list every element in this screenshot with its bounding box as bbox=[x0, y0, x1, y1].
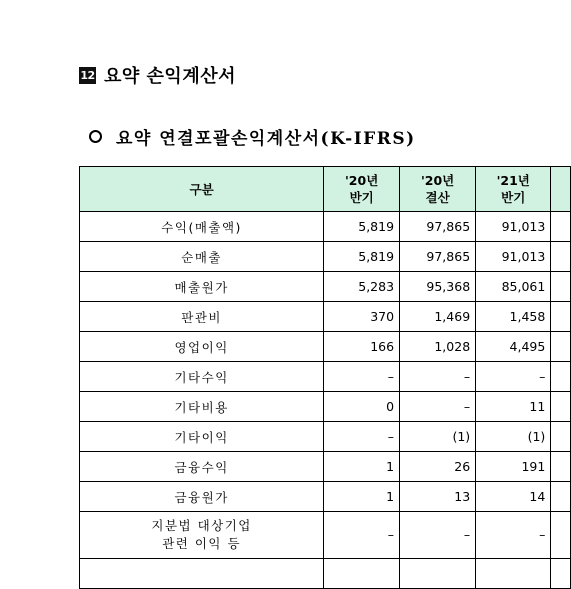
table-row bbox=[80, 302, 571, 332]
header-cutoff bbox=[551, 167, 571, 212]
row-cutoff bbox=[551, 242, 571, 272]
row-value: – bbox=[476, 362, 551, 392]
row-cutoff bbox=[551, 212, 571, 242]
row-value: – bbox=[324, 362, 400, 392]
row-cutoff bbox=[551, 332, 571, 362]
row-value: 5,283 bbox=[324, 272, 400, 302]
header-period-3: '21년 반기 bbox=[476, 167, 551, 212]
table-header-row bbox=[80, 167, 571, 212]
row-value: (1) bbox=[476, 422, 551, 452]
row-value: 85,061 bbox=[476, 272, 551, 302]
table-row bbox=[80, 452, 571, 482]
row-value: 97,865 bbox=[400, 212, 476, 242]
row-value: 91,013 bbox=[476, 212, 551, 242]
row-value: 11 bbox=[476, 392, 551, 422]
row-label: 기타이익 bbox=[80, 422, 324, 452]
table-row bbox=[80, 512, 571, 559]
row-value: 1 bbox=[324, 482, 400, 512]
circle-bullet-icon bbox=[89, 130, 102, 143]
row-cutoff bbox=[551, 272, 571, 302]
row-value: 166 bbox=[324, 332, 400, 362]
row-label: 기타수익 bbox=[80, 362, 324, 392]
row-value: 4,495 bbox=[476, 332, 551, 362]
section-title: 요약 손익계산서 bbox=[104, 66, 236, 87]
row-value: 26 bbox=[400, 452, 476, 482]
subsection-title: 요약 연결포괄손익계산서(K-IFRS) bbox=[116, 129, 416, 149]
row-value: 1,028 bbox=[400, 332, 476, 362]
row-value bbox=[400, 559, 476, 589]
row-cutoff bbox=[551, 559, 571, 589]
row-value: 5,819 bbox=[324, 212, 400, 242]
row-label: 영업이익 bbox=[80, 332, 324, 362]
row-value: – bbox=[324, 512, 400, 559]
row-value: 191 bbox=[476, 452, 551, 482]
row-label: 금융원가 bbox=[80, 482, 324, 512]
row-value: 1 bbox=[324, 452, 400, 482]
table-row bbox=[80, 422, 571, 452]
table-row bbox=[80, 242, 571, 272]
row-value bbox=[476, 559, 551, 589]
row-label: 금융수익 bbox=[80, 452, 324, 482]
row-value: 13 bbox=[400, 482, 476, 512]
table-row bbox=[80, 332, 571, 362]
table-row bbox=[80, 272, 571, 302]
table-row-partial bbox=[80, 559, 571, 589]
row-cutoff bbox=[551, 362, 571, 392]
table-row bbox=[80, 362, 571, 392]
row-label: 순매출 bbox=[80, 242, 324, 272]
row-value: 91,013 bbox=[476, 242, 551, 272]
row-value: 1,469 bbox=[400, 302, 476, 332]
row-value: – bbox=[400, 362, 476, 392]
row-label: 수익(매출액) bbox=[80, 212, 324, 242]
row-label: 지분법 대상기업 관련 이익 등 bbox=[80, 512, 324, 559]
row-label: 판관비 bbox=[80, 302, 324, 332]
header-period-1: '20년 반기 bbox=[324, 167, 400, 212]
row-value: (1) bbox=[400, 422, 476, 452]
income-statement-table bbox=[79, 166, 571, 589]
row-value: – bbox=[476, 512, 551, 559]
subsection-heading bbox=[89, 124, 416, 149]
row-value: 0 bbox=[324, 392, 400, 422]
row-value: 1,458 bbox=[476, 302, 551, 332]
row-value: 14 bbox=[476, 482, 551, 512]
row-value: – bbox=[324, 422, 400, 452]
row-value: 5,819 bbox=[324, 242, 400, 272]
row-cutoff bbox=[551, 452, 571, 482]
row-value: 95,368 bbox=[400, 272, 476, 302]
row-label: 매출원가 bbox=[80, 272, 324, 302]
table-row bbox=[80, 212, 571, 242]
row-cutoff bbox=[551, 512, 571, 559]
row-cutoff bbox=[551, 302, 571, 332]
row-cutoff bbox=[551, 392, 571, 422]
row-cutoff bbox=[551, 422, 571, 452]
table-row bbox=[80, 392, 571, 422]
row-value bbox=[324, 559, 400, 589]
header-period-2: '20년 결산 bbox=[400, 167, 476, 212]
row-value: – bbox=[400, 392, 476, 422]
row-label bbox=[80, 559, 324, 589]
row-value: 97,865 bbox=[400, 242, 476, 272]
row-cutoff bbox=[551, 482, 571, 512]
row-value: 370 bbox=[324, 302, 400, 332]
header-category: 구분 bbox=[80, 167, 324, 212]
row-label: 기타비용 bbox=[80, 392, 324, 422]
table-row bbox=[80, 482, 571, 512]
section-number-badge: 12 bbox=[80, 68, 95, 82]
section-heading bbox=[79, 62, 236, 88]
row-value: – bbox=[400, 512, 476, 559]
